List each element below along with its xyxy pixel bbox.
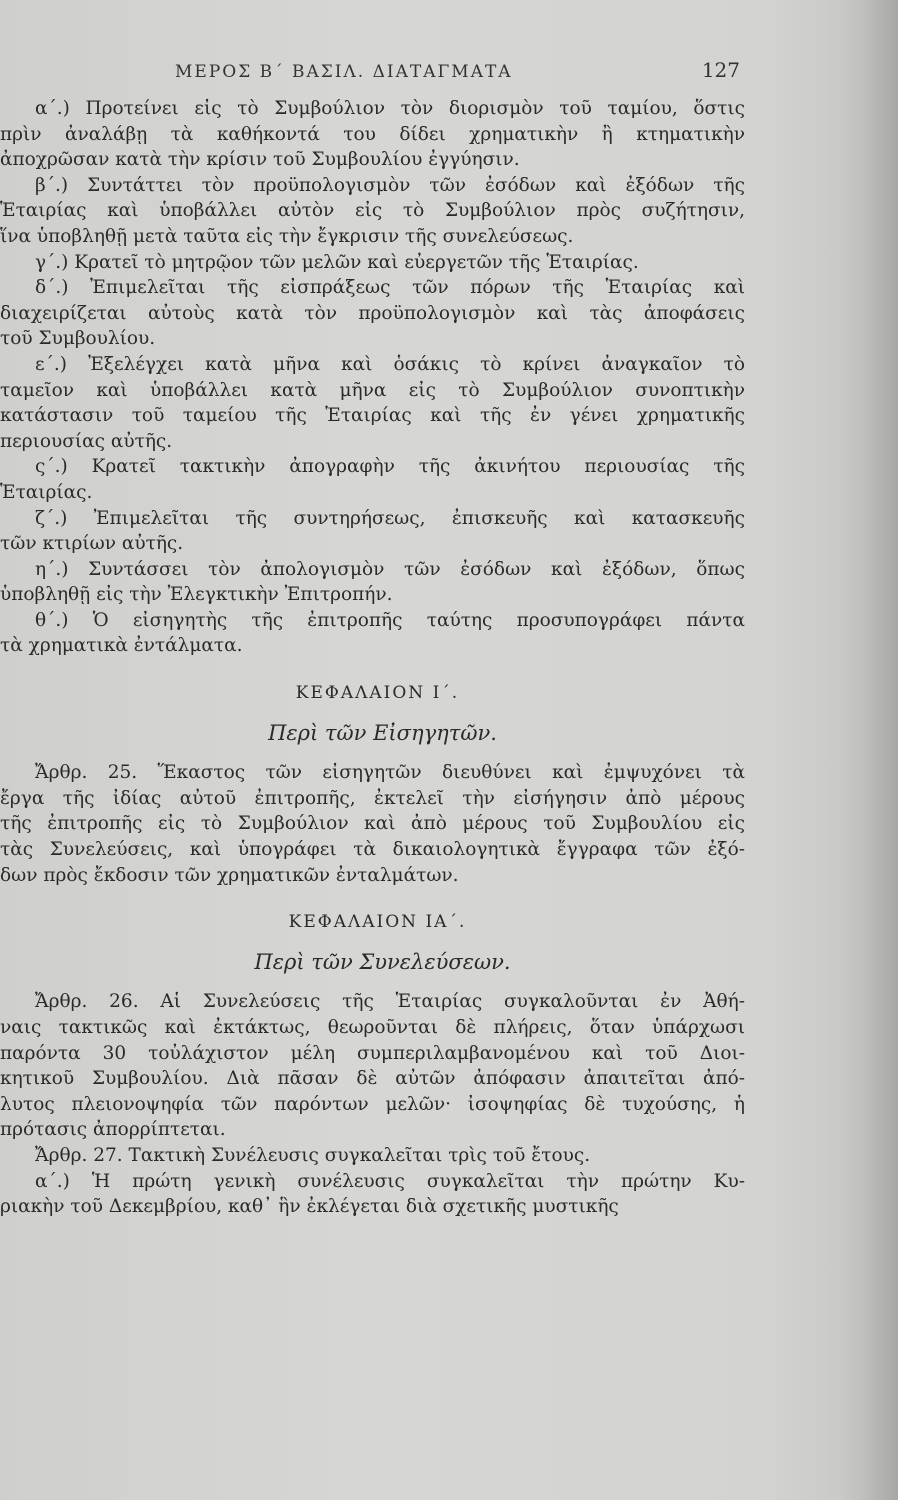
- paragraph: [0, 173, 745, 250]
- paragraph: [0, 557, 745, 608]
- paragraph: [0, 352, 745, 454]
- paragraph: [0, 96, 745, 173]
- text-line: Ἄρθρ. 27. Τακτικὴ Συνέλευσις συγκαλεῖται τρὶς τοῦ ἔτους.: [35, 1144, 591, 1166]
- paragraph: [0, 1143, 745, 1169]
- text-line: Ἄρθρ. 26. Αἱ Συνελεύσεις τῆς Ἑταιρίας συγκαλοῦνται ἐν Ἀθή-: [35, 991, 745, 1013]
- text-line: ε΄.) Ἐξελέγχει κατὰ μῆνα καὶ ὁσάκις τὸ κρίνει ἀναγκαῖον τὸ: [35, 353, 745, 375]
- text-line: β΄.) Συντάττει τὸν προϋπολογισμὸν τῶν ἐσόδων καὶ ἐξόδων τῆς: [35, 174, 745, 196]
- text-line: κατάστασιν τοῦ ταμείου τῆς Ἑταιρίας καὶ τῆς ἐν γένει χρηματικῆς: [0, 405, 745, 427]
- text-line: ἀποχρῶσαν κατὰ τὴν κρίσιν τοῦ Συμβουλίου ἐγγύησιν.: [0, 149, 520, 171]
- chapter-heading: ΚΕΦΑΛΑΙΟΝ ΙΑ΄.: [288, 912, 467, 933]
- text-line: ζ΄.) Ἐπιμελεῖται τῆς συντηρήσεως, ἐπισκευῆς καὶ κατασκευῆς: [35, 507, 745, 529]
- chapter-subheading: Περὶ τῶν Εἰσηγητῶν.: [268, 720, 497, 745]
- paragraph: [0, 760, 745, 888]
- text-line: ς΄.) Κρατεῖ τακτικὴν ἀπογραφὴν τῆς ἀκινήτου περιουσίας τῆς: [35, 456, 745, 478]
- text-line: ἵνα ὑποβληθῇ μετὰ ταῦτα εἰς τὴν ἔγκρισιν τῆς συνελεύσεως.: [0, 225, 574, 247]
- chapter-heading: ΚΕΦΑΛΑΙΟΝ Ι΄.: [295, 683, 460, 704]
- text-line: πρὶν ἀναλάβῃ τὰ καθήκοντά του δίδει χρηματικὴν ἢ κτηματικὴν: [0, 123, 745, 145]
- page-header: [0, 58, 740, 86]
- text-line: τὰς Συνελεύσεις, καὶ ὑπογράφει τὰ δικαιολογητικὰ ἔγγραφα τῶν ἐξό-: [0, 839, 745, 861]
- page-number: 127: [701, 58, 740, 82]
- text-line: ἔργα τῆς ἰδίας αὐτοῦ ἐπιτροπῆς, ἐκτελεῖ τὴν εἰσήγησιν ἀπὸ μέρους: [0, 787, 745, 809]
- paragraph: [0, 1169, 745, 1220]
- paragraph: [0, 989, 745, 1143]
- text-line: Ἄρθρ. 25. Ἕκαστος τῶν εἰσηγητῶν διευθύνει καὶ ἐμψυχόνει τὰ: [35, 762, 745, 784]
- text-line: η΄.) Συντάσσει τὸν ἀπολογισμὸν τῶν ἐσόδων καὶ ἐξόδων, ὅπως: [35, 558, 745, 580]
- text-line: πρότασις ἀπορρίπτεται.: [0, 1119, 226, 1141]
- text-line: παρόντα 30 τοὐλάχιστον μέλη συμπεριλαμβανομένου καὶ τοῦ Διοι-: [0, 1042, 745, 1064]
- text-line: τῆς ἐπιτροπῆς εἰς τὸ Συμβούλιον καὶ ἀπὸ μέρους τοῦ Συμβουλίου εἰς: [0, 813, 745, 835]
- paragraph: [0, 250, 745, 276]
- text-line: α΄.) Προτείνει εἰς τὸ Συμβούλιον τὸν διορισμὸν τοῦ ταμίου, ὅστις: [35, 98, 745, 119]
- paragraph: [0, 454, 745, 505]
- text-line: ριακὴν τοῦ Δεκεμβρίου, καθ᾽ ἣν ἐκλέγεται διὰ σχετικῆς μυστικῆς: [0, 1196, 619, 1218]
- text-line: τὰ χρηματικὰ ἐντάλματα.: [0, 635, 243, 657]
- text-line: ναις τακτικῶς καὶ ἐκτάκτως, θεωροῦνται δὲ πλήρεις, ὅταν ὑπάρχωσι: [0, 1017, 745, 1038]
- text-line: διαχειρίζεται αὐτοὺς κατὰ τὸν προϋπολογισμὸν καὶ τὰς ἀποφάσεις: [0, 302, 745, 324]
- text-line: περιουσίας αὐτῆς.: [0, 430, 173, 452]
- text-line: τῶν κτιρίων αὐτῆς.: [0, 533, 184, 555]
- page-body: [0, 96, 745, 1220]
- text-line: Ἑταιρίας καὶ ὑποβάλλει αὐτὸν εἰς τὸ Συμβούλιον πρὸς συζήτησιν,: [0, 200, 745, 222]
- paragraph: [0, 275, 745, 352]
- running-head: ΜΕΡΟΣ Β΄ ΒΑΣΙΛ. ΔΙΑΤΑΓΜΑΤΑ: [175, 62, 513, 82]
- text-line: κητικοῦ Συμβουλίου. Διὰ πᾶσαν δὲ αὐτῶν ἀπόφασιν ἀπαιτεῖται ἀπό-: [0, 1068, 745, 1090]
- text-line: ταμεῖον καὶ ὑποβάλλει κατὰ μῆνα εἰς τὸ Συμβούλιον συνοπτικὴν: [0, 379, 745, 401]
- text-line: τοῦ Συμβουλίου.: [0, 328, 156, 350]
- text-line: δων πρὸς ἔκδοσιν τῶν χρηματικῶν ἐνταλμάτων.: [0, 864, 459, 886]
- text-line: ὑποβληθῇ εἰς τὴν Ἐλεγκτικὴν Ἐπιτροπήν.: [0, 584, 393, 606]
- text-line: γ΄.) Κρατεῖ τὸ μητρῷον τῶν μελῶν καὶ εὐεργετῶν τῆς Ἑταιρίας.: [35, 251, 639, 273]
- chapter-subheading: Περὶ τῶν Συνελεύσεων.: [254, 949, 511, 974]
- text-line: Ἑταιρίας.: [0, 481, 93, 503]
- text-line: α΄.) Ἡ πρώτη γενικὴ συνέλευσις συγκαλεῖται τὴν πρώτην Κυ-: [35, 1170, 745, 1192]
- page-edge-shadow: [838, 0, 898, 1500]
- text-line: δ΄.) Ἐπιμελεῖται τῆς εἰσπράξεως τῶν πόρων τῆς Ἑταιρίας καὶ: [35, 277, 745, 299]
- text-line: λυτος πλειονοψηφία τῶν παρόντων μελῶν· ἰσοψηφίας δὲ τυχούσης, ἡ: [0, 1093, 745, 1115]
- paragraph: [0, 608, 745, 659]
- text-line: θ΄.) Ὁ εἰσηγητὴς τῆς ἐπιτροπῆς ταύτης προσυπογράφει πάντα: [35, 609, 745, 631]
- paragraph: [0, 506, 745, 557]
